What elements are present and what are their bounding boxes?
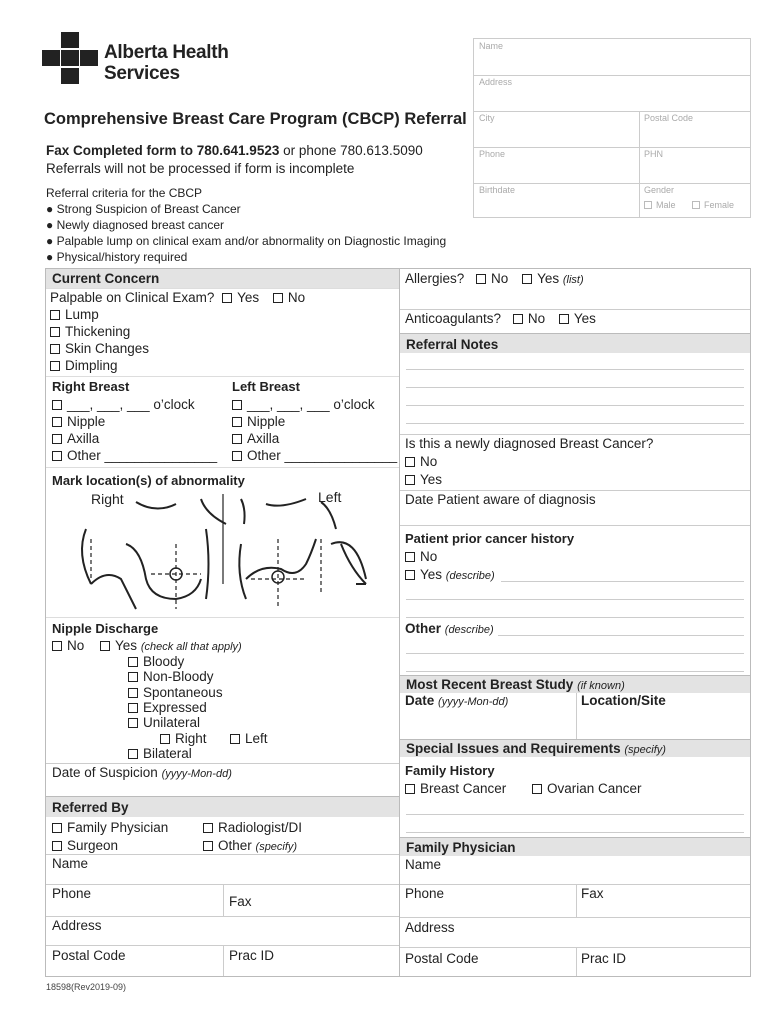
left-breast-heading: Left Breast	[232, 379, 300, 394]
discharge-yes-checkbox[interactable]: Yes	[100, 638, 137, 653]
referred-by-header: Referred By	[46, 796, 399, 817]
prior-history-heading: Patient prior cancer history	[405, 531, 575, 546]
study-date-field[interactable]: Date (yyyy-Mon-dd)	[405, 693, 509, 708]
ref-fax-field[interactable]: Fax	[229, 894, 252, 909]
prior-history-yes-checkbox[interactable]: Yes (describe)	[405, 567, 495, 582]
discharge-right-checkbox[interactable]: Right	[160, 731, 207, 746]
logo-line-1: Alberta Health	[104, 42, 229, 63]
left-axilla-checkbox[interactable]: Axilla	[232, 431, 279, 446]
notes-line[interactable]	[406, 423, 744, 424]
patient-gender-label: Gender	[644, 185, 675, 195]
fax-line	[46, 143, 423, 158]
ref-other-checkbox[interactable]: Other (specify)	[203, 838, 297, 853]
criteria-heading: Referral criteria for the CBCP	[46, 186, 203, 200]
current-concern-header: Current Concern	[46, 269, 399, 288]
newly-diagnosed-question: Is this a newly diagnosed Breast Cancer?	[405, 436, 654, 451]
palpable-question: Palpable on Clinical Exam? Yes No	[50, 290, 306, 305]
patient-postal-field[interactable]: Postal Code	[644, 113, 694, 123]
ahs-logo	[42, 32, 242, 87]
patient-birthdate-field[interactable]: Birthdate	[479, 185, 516, 195]
ref-prac-id-field[interactable]: Prac ID	[229, 948, 275, 963]
family-physician-header: Family Physician	[400, 837, 750, 856]
allergies-yes-checkbox[interactable]: Yes (list)	[522, 271, 584, 286]
date-of-suspicion-field[interactable]: Date of Suspicion (yyyy-Mon-dd)	[52, 765, 232, 780]
non-bloody-checkbox[interactable]: Non-Bloody	[128, 669, 214, 684]
patient-info-box	[473, 38, 751, 218]
left-oclock-checkbox[interactable]: ___, ___, ___ o’clock	[232, 397, 375, 412]
form-code: 18598(Rev2019-09)	[46, 982, 127, 992]
location-site-field[interactable]: Location/Site	[581, 693, 666, 708]
palpable-no-checkbox[interactable]: No	[273, 290, 305, 305]
anticoag-yes-checkbox[interactable]: Yes	[559, 311, 596, 326]
fp-prac-id-field[interactable]: Prac ID	[581, 951, 627, 966]
ref-postal-field[interactable]: Postal Code	[52, 948, 126, 963]
right-oclock-checkbox[interactable]: ___, ___, ___ o’clock	[52, 397, 195, 412]
criteria-item: ● Physical/history required	[46, 250, 188, 264]
palpable-yes-checkbox[interactable]: Yes	[222, 290, 259, 305]
date-aware-field[interactable]: Date Patient aware of diagnosis	[405, 492, 596, 507]
notes-line[interactable]	[406, 369, 744, 370]
ref-family-physician-checkbox[interactable]: Family Physician	[52, 820, 168, 835]
bilateral-checkbox[interactable]: Bilateral	[128, 746, 192, 761]
right-other-checkbox[interactable]: Other _______________	[52, 448, 217, 463]
right-axilla-checkbox[interactable]: Axilla	[52, 431, 99, 446]
patient-phn-field[interactable]: PHN	[644, 149, 664, 159]
family-history-heading: Family History	[405, 763, 495, 778]
patient-address-field[interactable]: Address	[479, 77, 513, 87]
ref-surgeon-checkbox[interactable]: Surgeon	[52, 838, 118, 853]
fp-postal-field[interactable]: Postal Code	[405, 951, 479, 966]
recent-study-header: Most Recent Breast Study (if known)	[400, 675, 750, 693]
newly-diagnosed-no-checkbox[interactable]: No	[405, 454, 437, 469]
notes-line[interactable]	[406, 387, 744, 388]
fp-name-field[interactable]: Name	[405, 857, 442, 872]
expressed-checkbox[interactable]: Expressed	[128, 700, 207, 715]
fp-fax-field[interactable]: Fax	[581, 886, 604, 901]
breast-diagram[interactable]	[66, 484, 386, 614]
check-all-hint: (check all that apply)	[140, 641, 242, 653]
skin-changes-checkbox[interactable]: Skin Changes	[50, 341, 149, 356]
logo-line-2: Services	[104, 63, 180, 84]
special-issues-header: Special Issues and Requirements (specify)	[400, 739, 750, 757]
newly-diagnosed-yes-checkbox[interactable]: Yes	[405, 472, 442, 487]
prior-history-no-checkbox[interactable]: No	[405, 549, 437, 564]
ref-name-field[interactable]: Name	[52, 856, 89, 871]
criteria-item: ● Newly diagnosed breast cancer	[46, 218, 225, 232]
phone-number: or phone 780.613.5090	[279, 143, 423, 158]
ref-phone-field[interactable]: Phone	[52, 886, 92, 901]
discharge-no-yes	[52, 638, 242, 653]
right-breast-heading: Right Breast	[52, 379, 130, 394]
other-describe-field[interactable]: Other (describe)	[405, 621, 494, 636]
gender-male-option[interactable]: Male	[644, 200, 676, 210]
fh-breast-cancer-checkbox[interactable]: Breast Cancer	[405, 781, 506, 796]
allergies-no-checkbox[interactable]: No	[476, 271, 508, 286]
form-title: Comprehensive Breast Care Program (CBCP) Referral	[44, 110, 467, 128]
ref-address-field[interactable]: Address	[52, 918, 102, 933]
lump-checkbox[interactable]: Lump	[50, 307, 99, 322]
anticoagulants-question: Anticoagulants? No Yes	[405, 311, 596, 326]
nipple-discharge-heading: Nipple Discharge	[52, 621, 159, 636]
ref-radiologist-checkbox[interactable]: Radiologist/DI	[203, 820, 302, 835]
criteria-item: ● Palpable lump on clinical exam and/or abnormality on Diagnostic Imaging	[46, 234, 447, 248]
patient-city-field[interactable]: City	[479, 113, 495, 123]
right-nipple-checkbox[interactable]: Nipple	[52, 414, 105, 429]
referral-notes-header: Referral Notes	[400, 333, 750, 353]
dimpling-checkbox[interactable]: Dimpling	[50, 358, 118, 373]
incomplete-note: Referrals will not be processed if form is incomplete	[46, 161, 355, 176]
gender-female-option[interactable]: Female	[692, 200, 734, 210]
anticoag-no-checkbox[interactable]: No	[513, 311, 545, 326]
main-form-grid	[45, 268, 751, 977]
discharge-left-checkbox[interactable]: Left	[230, 731, 268, 746]
fax-number: Fax Completed form to 780.641.9523	[46, 143, 280, 158]
unilateral-checkbox[interactable]: Unilateral	[128, 715, 200, 730]
allergies-question: Allergies? No Yes (list)	[405, 271, 584, 286]
patient-phone-field[interactable]: Phone	[479, 149, 506, 159]
ahs-logo-mark-icon	[42, 32, 98, 84]
mark-location-heading: Mark location(s) of abnormality	[52, 473, 245, 488]
thickening-checkbox[interactable]: Thickening	[50, 324, 130, 339]
spontaneous-checkbox[interactable]: Spontaneous	[128, 685, 223, 700]
bloody-checkbox[interactable]: Bloody	[128, 654, 184, 669]
patient-name-field[interactable]: Name	[479, 41, 504, 51]
notes-line[interactable]	[406, 405, 744, 406]
left-other-checkbox[interactable]: Other _______________	[232, 448, 397, 463]
diagram-right-label: Right	[91, 491, 124, 507]
left-nipple-checkbox[interactable]: Nipple	[232, 414, 285, 429]
criteria-item: ● Strong Suspicion of Breast Cancer	[46, 202, 241, 216]
fp-phone-field[interactable]: Phone	[405, 886, 445, 901]
diagram-left-label: Left	[318, 489, 342, 505]
fp-address-field[interactable]: Address	[405, 920, 455, 935]
discharge-no-checkbox[interactable]: No	[52, 638, 84, 653]
fh-ovarian-cancer-checkbox[interactable]: Ovarian Cancer	[532, 781, 642, 796]
